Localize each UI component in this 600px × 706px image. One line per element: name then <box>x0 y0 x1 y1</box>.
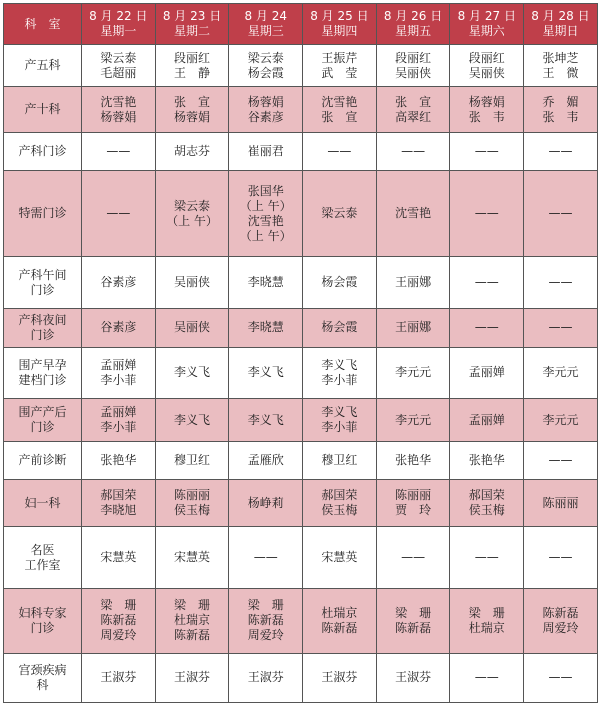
duty-cell: —— <box>450 308 524 347</box>
duty-cell: 梁云泰 （上 午） <box>155 171 229 257</box>
duty-cell: 孟丽婵 李小菲 <box>82 347 156 399</box>
department-name: 妇一科 <box>4 480 82 527</box>
schedule-body <box>4 45 598 703</box>
department-header: 科 室 <box>4 4 82 45</box>
day-header <box>376 4 450 45</box>
duty-cell: —— <box>376 527 450 589</box>
day-weekday: 星期六 <box>468 24 505 38</box>
duty-cell: 王丽娜 <box>376 257 450 309</box>
duty-cell: 李义飞 <box>229 347 303 399</box>
duty-cell: —— <box>524 308 598 347</box>
day-weekday: 星期日 <box>542 24 579 38</box>
duty-cell: 乔 媚 张 韦 <box>524 87 598 133</box>
department-name: 产前诊断 <box>4 442 82 480</box>
duty-cell: —— <box>524 257 598 309</box>
duty-cell: 梁 珊 陈新磊 周爱玲 <box>229 589 303 653</box>
duty-cell: —— <box>303 133 377 171</box>
duty-cell: 王丽娜 <box>376 308 450 347</box>
duty-cell: —— <box>450 527 524 589</box>
duty-cell: 郝国荣 侯玉梅 <box>450 480 524 527</box>
duty-cell: 宋慧英 <box>82 527 156 589</box>
day-header <box>155 4 229 45</box>
duty-cell: 段丽红 王 静 <box>155 45 229 87</box>
duty-cell: 李义飞 李小菲 <box>303 399 377 442</box>
duty-cell: —— <box>450 653 524 702</box>
day-header <box>303 4 377 45</box>
day-header <box>450 4 524 45</box>
department-name: 产科门诊 <box>4 133 82 171</box>
table-row <box>4 442 598 480</box>
day-weekday: 星期五 <box>395 24 432 38</box>
duty-cell: —— <box>229 527 303 589</box>
department-name: 产十科 <box>4 87 82 133</box>
table-row <box>4 308 598 347</box>
duty-cell: 梁 珊 杜瑞京 陈新磊 <box>155 589 229 653</box>
duty-cell: 李晓慧 <box>229 257 303 309</box>
duty-cell: —— <box>450 171 524 257</box>
table-row <box>4 347 598 399</box>
department-name: 产科午间 门诊 <box>4 257 82 309</box>
duty-cell: 穆卫红 <box>303 442 377 480</box>
duty-cell: 杨会霞 <box>303 257 377 309</box>
duty-cell: 张艳华 <box>450 442 524 480</box>
duty-cell: 李元元 <box>376 399 450 442</box>
duty-cell: 孟雁欣 <box>229 442 303 480</box>
table-row <box>4 399 598 442</box>
table-row <box>4 589 598 653</box>
day-date: 8 月 25 日 <box>310 9 369 23</box>
table-row <box>4 480 598 527</box>
day-date: 8 月 26 日 <box>383 9 443 23</box>
duty-cell: 张 宣 杨蓉娟 <box>155 87 229 133</box>
duty-cell: 梁云泰 毛超丽 <box>82 45 156 87</box>
duty-cell: 郝国荣 侯玉梅 <box>303 480 377 527</box>
duty-cell: 梁 珊 陈新磊 <box>376 589 450 653</box>
duty-cell: 谷素彦 <box>82 308 156 347</box>
table-row <box>4 257 598 309</box>
day-header <box>524 4 598 45</box>
day-weekday: 星期一 <box>100 24 137 38</box>
header-row <box>4 4 598 45</box>
duty-cell: 梁 珊 杜瑞京 <box>450 589 524 653</box>
duty-cell: 陈丽丽 侯玉梅 <box>155 480 229 527</box>
duty-cell: 李元元 <box>524 347 598 399</box>
duty-cell: 宋慧英 <box>155 527 229 589</box>
day-date: 8 月 24 <box>244 9 287 23</box>
table-row <box>4 133 598 171</box>
table-row <box>4 527 598 589</box>
duty-cell: 李元元 <box>376 347 450 399</box>
duty-cell: 孟丽婵 <box>450 347 524 399</box>
duty-cell: 段丽红 吴丽侠 <box>450 45 524 87</box>
duty-cell: —— <box>524 527 598 589</box>
duty-cell: 陈丽丽 <box>524 480 598 527</box>
department-name: 产科夜间 门诊 <box>4 308 82 347</box>
duty-cell: 胡志芬 <box>155 133 229 171</box>
duty-cell: 宋慧英 <box>303 527 377 589</box>
duty-cell: —— <box>450 133 524 171</box>
duty-cell: —— <box>82 171 156 257</box>
day-weekday: 星期二 <box>174 24 211 38</box>
duty-cell: 沈雪艳 <box>376 171 450 257</box>
table-row <box>4 87 598 133</box>
day-header <box>229 4 303 45</box>
duty-cell: 梁云泰 杨会霞 <box>229 45 303 87</box>
duty-cell: 吴丽侠 <box>155 308 229 347</box>
duty-cell: 杨蓉娟 张 韦 <box>450 87 524 133</box>
table-row <box>4 653 598 702</box>
duty-cell: 崔丽君 <box>229 133 303 171</box>
duty-cell: —— <box>376 133 450 171</box>
table-row <box>4 171 598 257</box>
day-weekday: 星期四 <box>321 24 358 38</box>
duty-cell: 王淑芬 <box>303 653 377 702</box>
day-date: 8 月 28 日 <box>531 9 590 23</box>
duty-cell: 杨会霞 <box>303 308 377 347</box>
duty-cell: 孟丽婵 李小菲 <box>82 399 156 442</box>
day-date: 8 月 22 日 <box>89 9 148 23</box>
duty-cell: 李元元 <box>524 399 598 442</box>
duty-cell: 梁云泰 <box>303 171 377 257</box>
duty-cell: —— <box>450 257 524 309</box>
day-weekday: 星期三 <box>247 24 284 38</box>
duty-cell: —— <box>524 133 598 171</box>
duty-cell: 郝国荣 李晓旭 <box>82 480 156 527</box>
duty-cell: 张艳华 <box>376 442 450 480</box>
duty-cell: 李义飞 <box>155 347 229 399</box>
department-name: 妇科专家 门诊 <box>4 589 82 653</box>
duty-cell: 王振芹 武 莹 <box>303 45 377 87</box>
duty-cell: 张 宣 高翠红 <box>376 87 450 133</box>
day-date: 8 月 23 日 <box>162 9 222 23</box>
duty-cell: 陈新磊 周爱玲 <box>524 589 598 653</box>
duty-cell: 李义飞 <box>229 399 303 442</box>
department-name: 围产早孕 建档门诊 <box>4 347 82 399</box>
duty-schedule-table <box>3 3 598 703</box>
department-name: 宫颈疾病 科 <box>4 653 82 702</box>
duty-cell: 沈雪艳 张 宣 <box>303 87 377 133</box>
duty-cell: —— <box>524 171 598 257</box>
duty-cell: 张艳华 <box>82 442 156 480</box>
duty-cell: 王淑芬 <box>229 653 303 702</box>
duty-cell: 杨蓉娟 谷素彦 <box>229 87 303 133</box>
table-row <box>4 45 598 87</box>
duty-cell: 穆卫红 <box>155 442 229 480</box>
duty-cell: 张国华 （上 午） 沈雪艳 （上 午） <box>229 171 303 257</box>
duty-cell: 李义飞 <box>155 399 229 442</box>
duty-cell: 杜瑞京 陈新磊 <box>303 589 377 653</box>
duty-cell: 梁 珊 陈新磊 周爱玲 <box>82 589 156 653</box>
duty-cell: 沈雪艳 杨蓉娟 <box>82 87 156 133</box>
duty-cell: 吴丽侠 <box>155 257 229 309</box>
duty-cell: 段丽红 吴丽侠 <box>376 45 450 87</box>
duty-cell: 李晓慧 <box>229 308 303 347</box>
department-name: 特需门诊 <box>4 171 82 257</box>
duty-cell: 王淑芬 <box>82 653 156 702</box>
duty-cell: —— <box>82 133 156 171</box>
duty-cell: 张坤芝 王 微 <box>524 45 598 87</box>
duty-cell: 陈丽丽 贾 玲 <box>376 480 450 527</box>
duty-cell: —— <box>524 442 598 480</box>
department-name: 名医 工作室 <box>4 527 82 589</box>
duty-cell: 李义飞 李小菲 <box>303 347 377 399</box>
department-name: 围产产后 门诊 <box>4 399 82 442</box>
duty-cell: 王淑芬 <box>155 653 229 702</box>
day-header <box>82 4 156 45</box>
duty-cell: 谷素彦 <box>82 257 156 309</box>
duty-cell: 孟丽婵 <box>450 399 524 442</box>
department-name: 产五科 <box>4 45 82 87</box>
duty-cell: —— <box>524 653 598 702</box>
duty-cell: 杨峥莉 <box>229 480 303 527</box>
day-date: 8 月 27 日 <box>457 9 516 23</box>
duty-cell: 王淑芬 <box>376 653 450 702</box>
